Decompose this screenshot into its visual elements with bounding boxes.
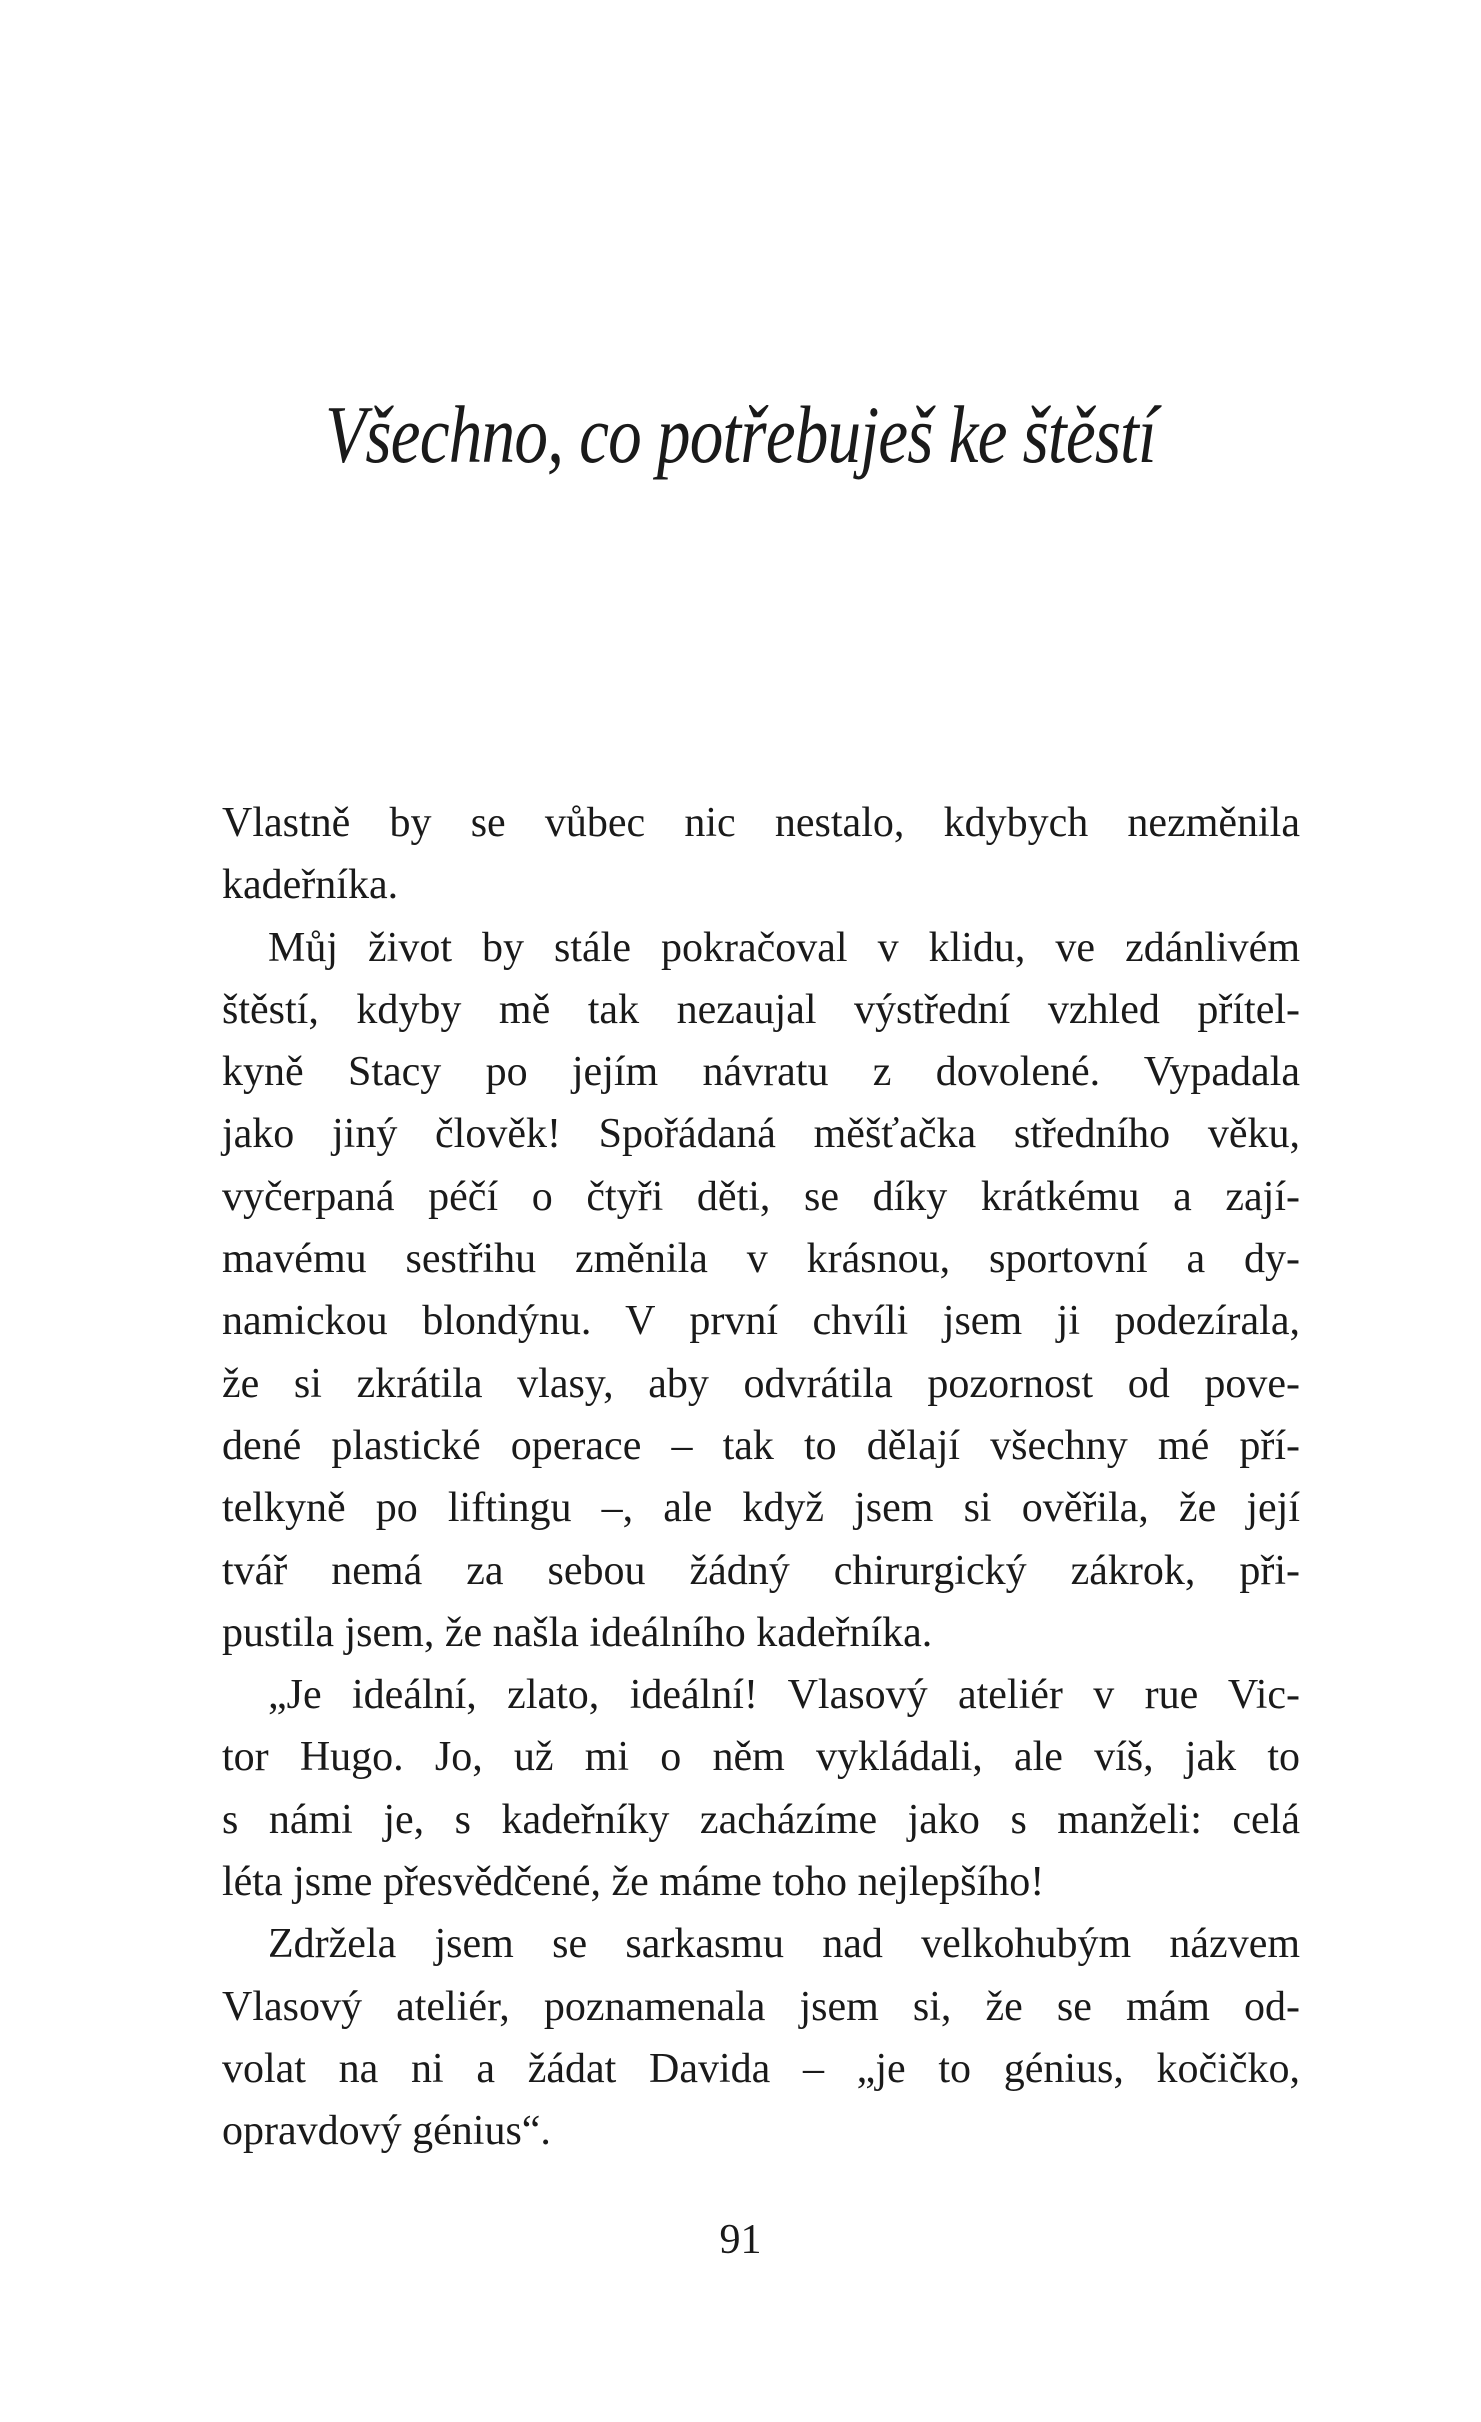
text-line: volat na ni a žádat Davida – „je to génius, kočičko, [222,2045,1300,2092]
text-line: dené plastické operace – tak to dělají všechny mé pří- [222,1422,1300,1469]
text-line: Můj život by stále pokračoval v klidu, ve zdánlivém [268,924,1300,971]
text-line: kyně Stacy po jejím návratu z dovolené. Vypadala [222,1049,1300,1096]
text-line: mavému sestřihu změnila v krásnou, sportovní a dy- [222,1236,1300,1283]
page-number: 91 [719,2217,762,2263]
text-line: telkyně po liftingu –, ale když jsem si ověřila, že její [222,1485,1300,1532]
text-line: že si zkrátila vlasy, aby odvrátila pozornost od pove- [222,1360,1300,1407]
text-line: štěstí, kdyby mě tak nezaujal výstřední vzhled přítel- [222,986,1300,1033]
body-text [222,792,1300,2163]
text-line: namickou blondýnu. V první chvíli jsem ji podezírala, [222,1298,1300,1345]
text-line: kadeřníka. [222,862,399,909]
text-line: vyčerpaná péčí o čtyři děti, se díky krátkému a zají- [222,1173,1300,1220]
text-line: léta jsme přesvědčené, že máme toho nejlepšího! [222,1859,1045,1906]
text-line: opravdový génius“. [222,2108,551,2155]
text-line: s námi je, s kadeřníky zacházíme jako s manželi: celá [222,1796,1300,1843]
text-line: Vlastně by se vůbec nic nestalo, kdybych nezměnila [222,800,1300,846]
text-line: Zdržela jsem se sarkasmu nad velkohubým názvem [268,1921,1300,1968]
text-line: tor Hugo. Jo, už mi o něm vykládali, ale víš, jak to [222,1734,1300,1781]
chapter-title: Všechno, co potřebuješ ke štěstí [325,389,1156,480]
text-line: tvář nemá za sebou žádný chirurgický zákrok, při- [222,1547,1300,1594]
text-line: Vlasový ateliér, poznamenala jsem si, že se mám od- [222,1983,1300,2030]
text-line: jako jiný člověk! Spořádaná měšťačka středního věku, [222,1111,1300,1158]
text-line: pustila jsem, že našla ideálního kadeřníka. [222,1609,933,1656]
text-line: „Je ideální, zlato, ideální! Vlasový ateliér v rue Vic- [268,1672,1300,1719]
